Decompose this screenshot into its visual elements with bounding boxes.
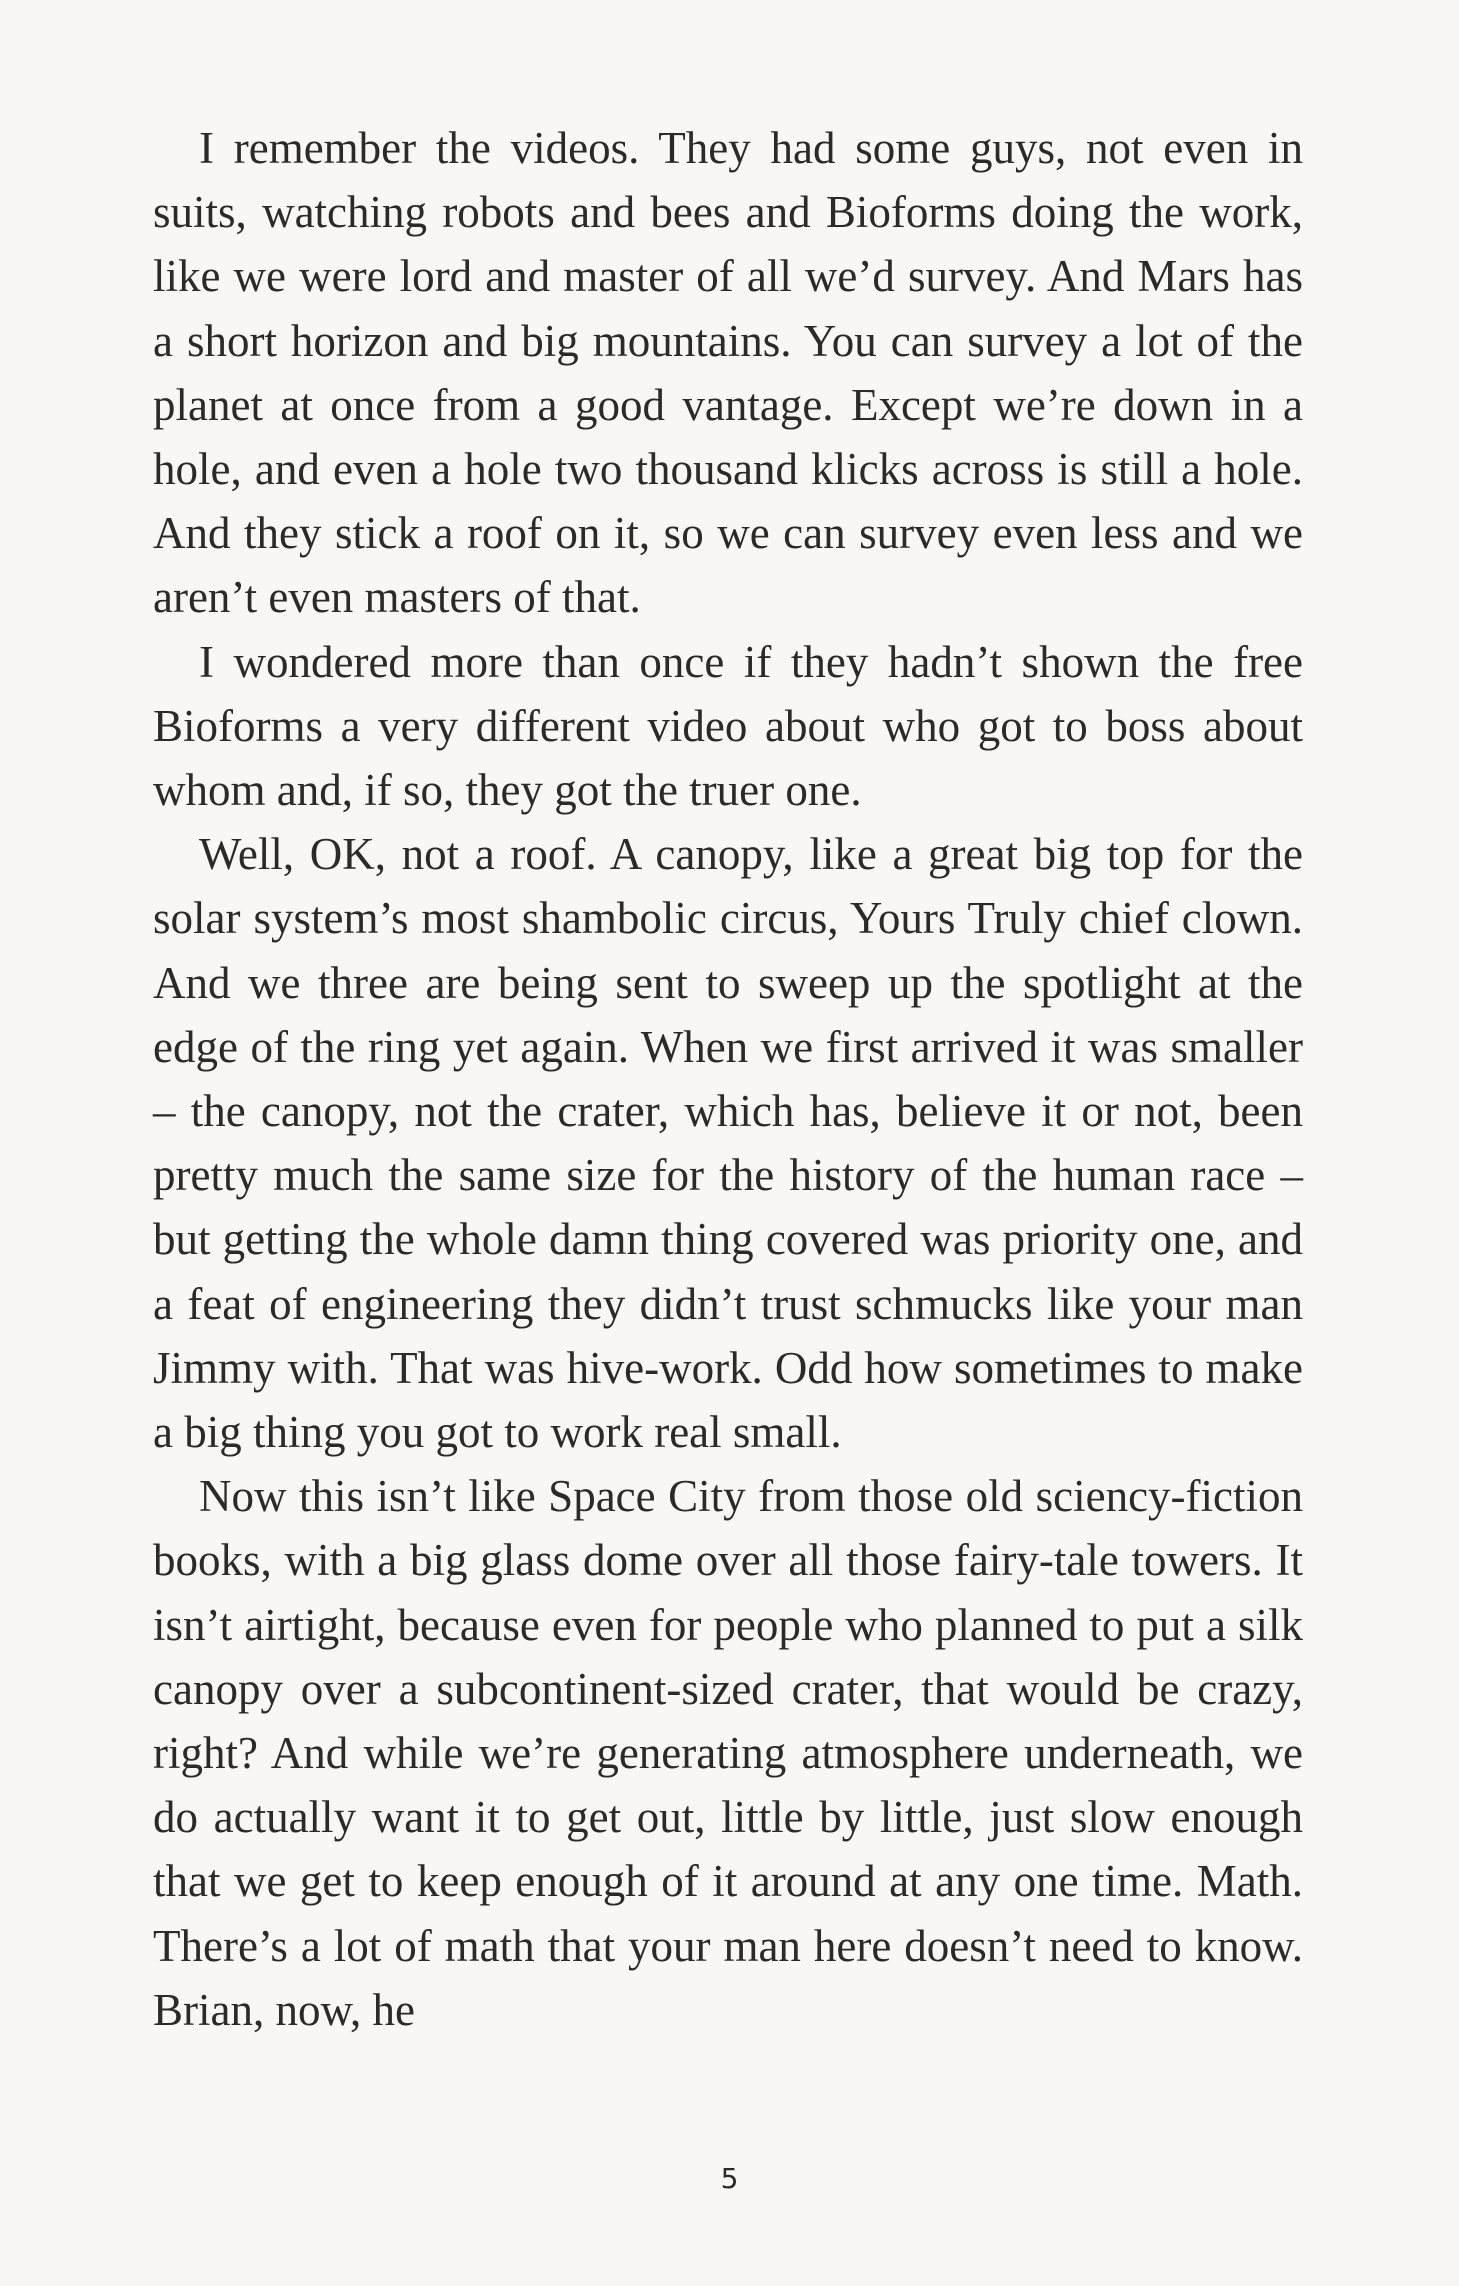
paragraph-1: I remember the videos. They had some guys, not even in suits, watching robots and bees and Bioforms doing the work, like we were lord and master of all we’d survey. And Mars has a short horizon and big mountains. You can survey a lot of the planet at once from a good vantage. Except we’re down in a hole, and even a hole two thousand klicks across is still a hole. And they stick a roof on it, so we can survey even less and we aren’t even masters of that. [153, 123, 1303, 623]
page-number: 5 [720, 2162, 739, 2195]
paragraph-4: Now this isn’t like Space City from those old sciency-fiction books, with a big glass dome over all those fairy-tale towers. It isn’t airtight, because even for people who planned to put a silk canopy over a subcontinent-sized crater, that would be crazy, right? And while we’re generating atmosphere underneath, we do actually want it to get out, little by little, just slow enough that we get to keep enough of it around at any one time. Math. There’s a lot of math that your man here doesn’t need to know. Brian, now, he [153, 1471, 1303, 2035]
body-text [153, 116, 1303, 2042]
paragraph-2: I wondered more than once if they hadn’t shown the free Bioforms a very different video about who got to boss about whom and, if so, they got the truer one. [153, 636, 1303, 816]
paragraph-3: Well, OK, not a roof. A canopy, like a great big top for the solar system’s most shambolic circus, Yours Truly chief clown. And we three are being sent to sweep up the spotlight at the edge of the ring yet again. When we first arrived it was smaller – the canopy, not the crater, which has, believe it or not, been pretty much the same size for the history of the human race – but getting the whole damn thing covered was priority one, and a feat of engineering they didn’t trust schmucks like your man Jimmy with. That was hive-work. Odd how sometimes to make a big thing you got to work real small. [153, 829, 1303, 1458]
